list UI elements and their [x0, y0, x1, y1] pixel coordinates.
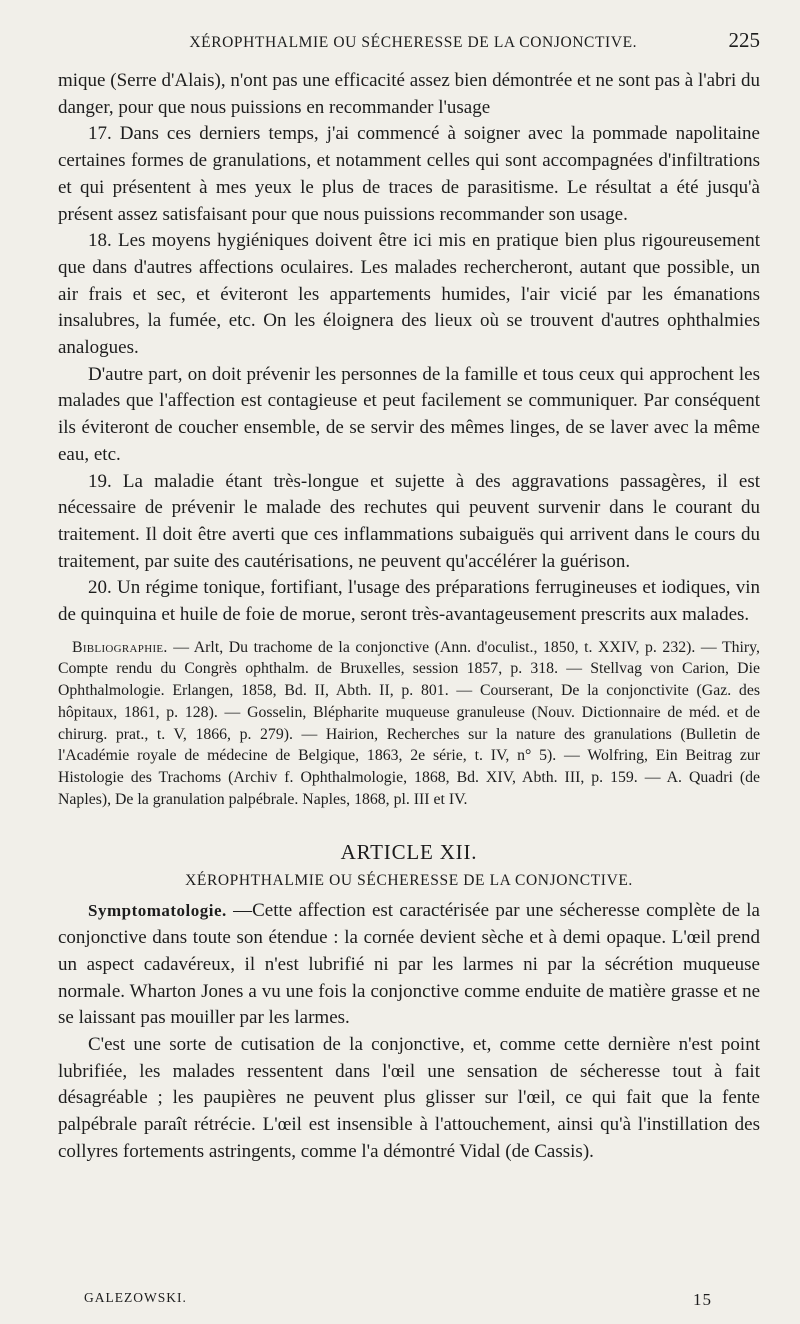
- running-head-title: XÉROPHTHALMIE OU SÉCHERESSE DE LA CONJONCTIVE.: [189, 34, 638, 51]
- paragraph-18: 18. Les moyens hygiéniques doivent être ici mis en pratique bien plus rigoureusement que dans d'autres affections oculaires. Les malades rechercheront, autant que possible, un air frais et sec, et éviteront les appartements humides, l'air vicié par les émanations insalubres, la fumée, etc. On les éloignera des lieux où se trouvent d'autres ophthalmies analogues.: [58, 230, 760, 359]
- paragraph-19: 19. La maladie étant très-longue et sujette à des aggravations passagères, il est nécessaire de prévenir le malade des rechutes qui peuvent survenir dans le courant du traitement. Il doit être averti que ces inflammations subaiguës qui arrivent dans le cours du traitement, par suite des cautérisations, ne peuvent qu'accélérer la guérison.: [58, 470, 760, 572]
- article-subheading: XÉROPHTHALMIE OU SÉCHERESSE DE LA CONJONCTIVE.: [185, 872, 633, 890]
- paragraph-continued: mique (Serre d'Alais), n'ont pas une efficacité assez bien démontrée et ne sont pas à l'abri du danger, pour que nous puissions en recommander l'usage: [58, 70, 760, 118]
- page-footer: [84, 1290, 712, 1310]
- footer-author: GALEZOWSKI.: [84, 1290, 187, 1305]
- bibliography-label: Bibliographie.: [72, 638, 168, 656]
- paragraph-20: 20. Un régime tonique, fortifiant, l'usage des préparations ferrugineuses et iodiques, vin de quinquina et huile de foie de morue, seront très-avantageusement prescrits aux malades.: [58, 577, 760, 626]
- footer-signature-number: 15: [693, 1290, 712, 1309]
- paragraph-18-continued: D'autre part, on doit prévenir les personnes de la famille et tous ceux qui approchent les malades que l'affection est contagieuse et peut facilement se communiquer. Par conséquent ils éviteront de coucher ensemble, de se servir des mêmes linges, de se laver avec la même eau, etc.: [58, 363, 760, 465]
- paragraph-17: 17. Dans ces derniers temps, j'ai commencé à soigner avec la pommade napolitaine certaines formes de granulations, et notamment celles qui sont accompagnées d'infiltrations et qui présentent à mes yeux le plus de traces de parasitisme. Le résultat a été jusqu'à présent assez satisfaisant pour que nous puissions recommander son usage.: [58, 123, 760, 225]
- body-text: [58, 68, 760, 629]
- bibliography-text: — Arlt, Du trachome de la conjonctive (Ann. d'oculist., 1850, t. XXIV, p. 232). — Thiry, Compte rendu du Congrès ophthalm. de Bruxelles, session 1857, p. 318. — Stellvag von Carion, Die Ophthalmologie. Erlangen, 1858, Bd. II, Abth. II, p. 801. — Courserant, De la conjonctivite (Gaz. des hôpitaux, 1861, p. 128). — Gosselin, Blépharite muqueuse granuleuse (Nouv. Dictionnaire de méd. et de chirurg. prat., t. V, 1866, p. 279). — Hairion, Recherches sur la nature des granulations (Bulletin de l'Académie royale de médecine de Belgique, 1863, 2e série, t. IV, n° 5). — Wolfring, Ein Beitrag zur Histologie des Trachoms (Archiv f. Ophthalmologie, 1868, Bd. XIV, Abth. III, p. 159. — A. Quadri (de Naples), De la granulation palpébrale. Naples, 1868, pl. III et IV.: [58, 638, 760, 808]
- symptomatology-paragraph: [58, 898, 760, 1032]
- bibliography: [58, 637, 760, 811]
- cutisation-paragraph: C'est une sorte de cutisation de la conjonctive, et, comme cette dernière n'est point lubrifiée, les malades ressentent dans l'œil une sensation de sécheresse tout à fait désagréable ; les paupières ne peuvent plus glisser sur l'œil, ce qui fait que la fente palpébrale paraît rétrécie. L'œil est insensible à l'attouchement, ainsi qu'à l'instillation des collyres fortements astringents, comme l'a démontré Vidal (de Cassis).: [58, 1033, 760, 1162]
- article-body: [58, 898, 760, 1165]
- rubric-symptomatologie: Symptomatologie.: [88, 901, 227, 921]
- symptomatology-text: —Cette affection est caractérisée par une sécheresse complète de la conjonctive dans toute son étendue : la cornée devient sèche et à demi opaque. L'œil prend un aspect cadavéreux, il n'est lubrifié ni par les larmes ni par la sécrétion muqueuse normale. Wharton Jones a vu une fois la conjonctive comme enduite de matière grasse et ne se laissant pas mouiller par les larmes.: [58, 900, 760, 1029]
- bibliography-paragraph: [58, 637, 760, 811]
- running-head: [58, 28, 760, 68]
- article-heading: ARTICLE XII.: [340, 840, 478, 865]
- page-number: 225: [728, 28, 760, 52]
